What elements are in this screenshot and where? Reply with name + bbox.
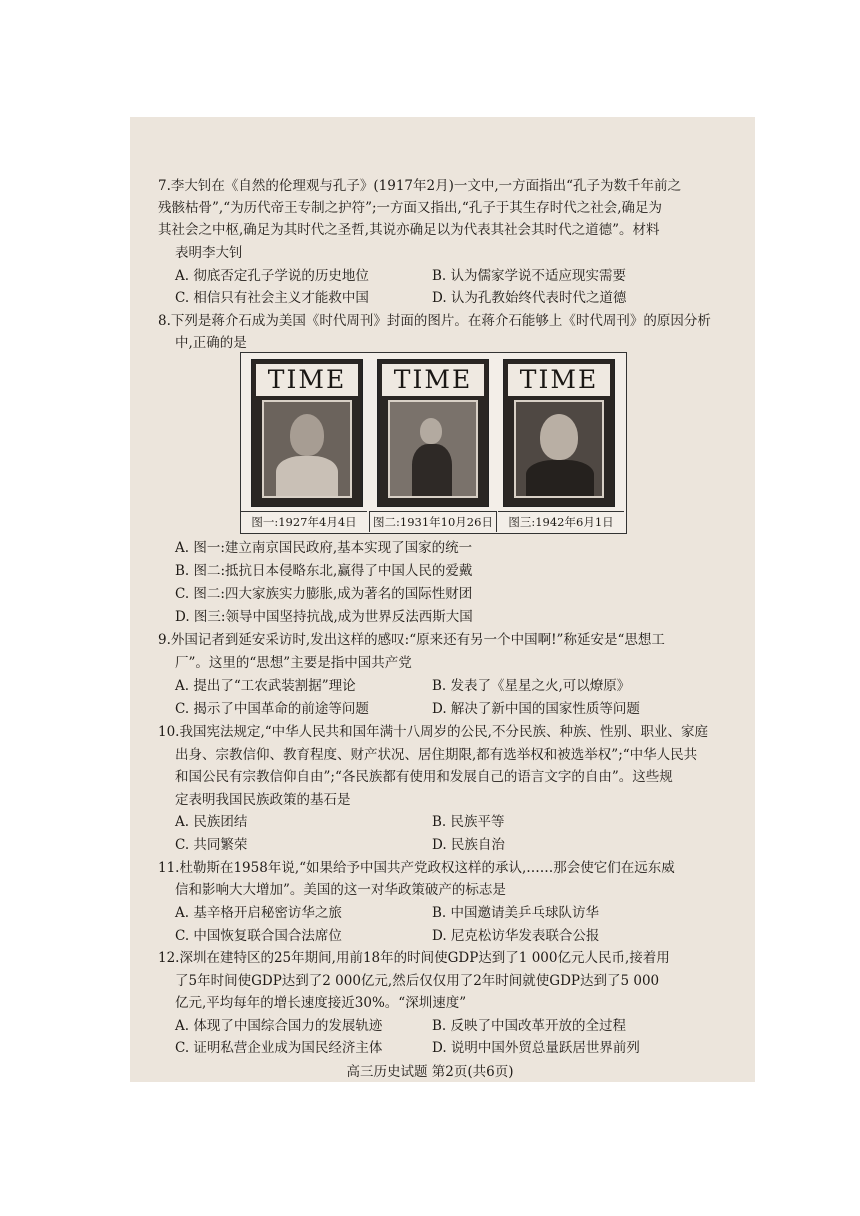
q10-line-4: 定表明我国民族政策的基石是 <box>175 792 351 808</box>
q12-option-b: B. 反映了中国改革开放的全过程 <box>432 1018 627 1034</box>
q12-option-d: D. 说明中国外贸总量跃居世界前列 <box>432 1040 640 1056</box>
q7-line-4: 表明李大钊 <box>175 245 243 261</box>
q9-option-c: C. 揭示了中国革命的前途等问题 <box>175 701 369 717</box>
q8-line-2: 中,正确的是 <box>175 335 247 351</box>
page-footer: 高三历史试题 第2页(共6页) <box>346 1064 514 1080</box>
time-cover-1 <box>251 359 363 507</box>
q10-option-d: D. 民族自治 <box>432 837 505 853</box>
q9-option-d: D. 解决了新中国的国家性质等问题 <box>432 701 640 717</box>
q7-line-3: 其社会之中枢,确足为其时代之圣哲,其说亦确足以为代表其社会其时代之道德”。材料 <box>158 222 660 238</box>
figure-caption-2: 图二:1931年10月26日 <box>369 511 497 532</box>
time-masthead: TIME <box>256 364 358 396</box>
q8-line-1: 8.下列是蒋介石成为美国《时代周刊》封面的图片。在蒋介石能够上《时代周刊》的原因分析 <box>158 313 711 329</box>
time-masthead: TIME <box>382 364 484 396</box>
portrait-image <box>514 400 604 498</box>
time-cover-2 <box>377 359 489 507</box>
q10-line-1: 10.我国宪法规定,“中华人民共和国年满十八周岁的公民,不分民族、种族、性别、职业、家庭 <box>158 724 708 740</box>
time-masthead: TIME <box>508 364 610 396</box>
q11-option-d: D. 尼克松访华发表联合公报 <box>432 928 600 944</box>
q11-option-c: C. 中国恢复联合国合法席位 <box>175 928 342 944</box>
portrait-image <box>388 400 478 498</box>
q7-option-b: B. 认为儒家学说不适应现实需要 <box>432 268 627 284</box>
q11-line-1: 11.杜勒斯在1958年说,“如果给予中国共产党政权这样的承认,……那会使它们在远东威 <box>158 860 675 876</box>
q12-line-2: 了5年时间使GDP达到了2 000亿元,然后仅仅用了2年时间就使GDP达到了5 000 <box>175 973 660 989</box>
q8-option-b: B. 图二:抵抗日本侵略东北,赢得了中国人民的爱戴 <box>175 563 473 579</box>
figure-caption-1: 图一:1927年4月4日 <box>241 511 367 532</box>
q11-line-2: 信和影响大大增加”。美国的这一对华政策破产的标志是 <box>175 882 506 898</box>
q10-line-3: 和国公民有宗教信仰自由”;“各民族都有使用和发展自己的语言文字的自由”。这些规 <box>175 769 673 785</box>
q11-option-a: A. 基辛格开启秘密访华之旅 <box>175 905 342 921</box>
q10-option-a: A. 民族团结 <box>175 814 248 830</box>
q8-option-c: C. 图二:四大家族实力膨胀,成为著名的国际性财团 <box>175 586 473 602</box>
q12-line-1: 12.深圳在建特区的25年期间,用前18年的时间使GDP达到了1 000亿元人民币,接着用 <box>158 950 670 966</box>
q10-option-b: B. 民族平等 <box>432 814 505 830</box>
q9-option-a: A. 提出了“工农武装割据”理论 <box>175 678 356 694</box>
q7-option-a: A. 彻底否定孔子学说的历史地位 <box>175 268 369 284</box>
portrait-image <box>262 400 352 498</box>
q8-option-a: A. 图一:建立南京国民政府,基本实现了国家的统一 <box>175 540 473 556</box>
q10-option-c: C. 共同繁荣 <box>175 837 248 853</box>
q7-option-d: D. 认为孔教始终代表时代之道德 <box>432 290 627 306</box>
time-cover-3 <box>503 359 615 507</box>
q8-option-d: D. 图三:领导中国坚持抗战,成为世界反法西斯大国 <box>175 609 473 625</box>
q10-line-2: 出身、宗教信仰、教育程度、财产状况、居住期限,都有选举权和被选举权”;“中华人民共 <box>175 747 698 763</box>
q7-line-2: 残骸枯骨”,“为历代帝王专制之护符”;一方面又指出,“孔子于其生存时代之社会,确足为 <box>158 200 663 216</box>
q12-line-3: 亿元,平均每年的增长速度接近30%。“深圳速度” <box>175 995 467 1011</box>
time-covers-figure <box>240 352 627 534</box>
q9-option-b: B. 发表了《星星之火,可以燎原》 <box>432 678 631 694</box>
q12-option-a: A. 体现了中国综合国力的发展轨迹 <box>175 1018 383 1034</box>
q9-line-2: 厂”。这里的“思想”主要是指中国共产党 <box>175 655 412 671</box>
q11-option-b: B. 中国邀请美乒乓球队访华 <box>432 905 600 921</box>
q7-line-1: 7.李大钊在《自然的伦理观与孔子》(1917年2月)一文中,一方面指出“孔子为数千年前之 <box>158 178 682 194</box>
q9-line-1: 9.外国记者到延安采访时,发出这样的感叹:“原来还有另一个中国啊!”称延安是“思想工 <box>158 632 665 648</box>
q7-option-c: C. 相信只有社会主义才能救中国 <box>175 290 369 306</box>
q12-option-c: C. 证明私营企业成为国民经济主体 <box>175 1040 383 1056</box>
figure-caption-3: 图三:1942年6月1日 <box>498 511 624 532</box>
